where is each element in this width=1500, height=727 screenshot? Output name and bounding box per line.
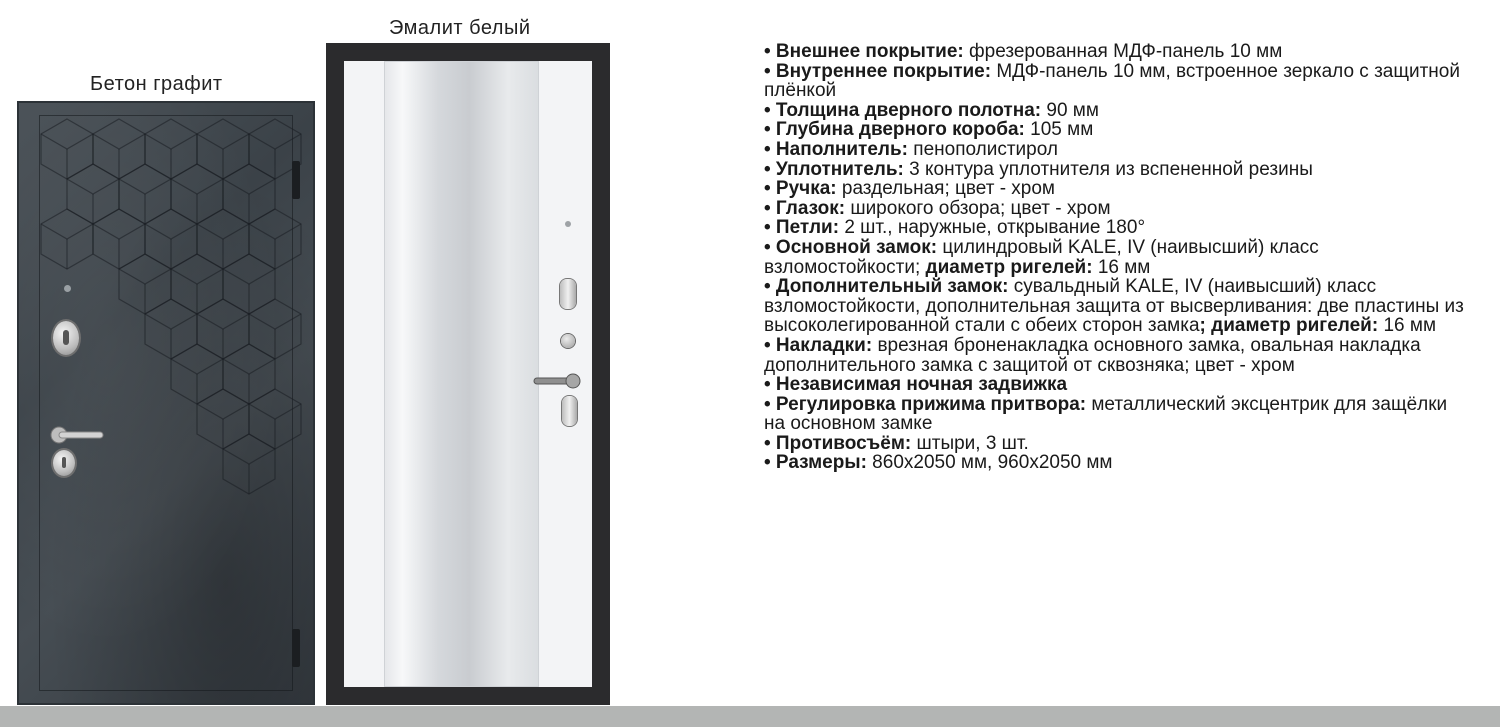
spec-item: [764, 238, 1464, 277]
main-lock-plate: [53, 321, 79, 355]
spec-text: 2 шт., наружные, открывание 180°: [839, 217, 1146, 239]
spec-label: • Основной замок:: [764, 236, 938, 258]
spec-text: 16 мм: [1378, 315, 1437, 337]
inner-peephole-icon: [565, 221, 571, 227]
specifications-list: [764, 42, 1464, 473]
spec-item: [764, 218, 1464, 238]
inner-door-panel: [344, 61, 592, 687]
spec-label: диаметр ригелей:: [920, 256, 1093, 278]
spec-item: [764, 336, 1464, 375]
inner-door-handle-icon[interactable]: [532, 371, 582, 391]
spec-item: [764, 140, 1464, 160]
spec-text: 90 мм: [1041, 99, 1099, 121]
cube-relief-pattern: [17, 101, 315, 705]
spec-label: • Внутреннее покрытие:: [764, 60, 992, 82]
spec-label: • Дополнительный замок:: [764, 276, 1009, 298]
spec-item: [764, 62, 1464, 101]
spec-text: 3 контура уплотнителя из вспененной резины: [903, 158, 1313, 180]
spec-label: • Регулировка прижима притвора:: [764, 393, 1087, 415]
spec-label: • Толщина дверного полотна:: [764, 99, 1042, 121]
spec-item: [764, 101, 1464, 121]
peephole-icon: [64, 285, 71, 292]
spec-item: [764, 453, 1464, 473]
spec-text: врезная броненакладка основного замка, овальная накладка дополнительного замка с защитой от сквозняка; цвет - хром: [764, 334, 1421, 376]
spec-text: сувальдный KALE, IV (наивысший) класс взломостойкости, дополнительная защита от высверливания: две пластины из высоколегированной стали с обеих сторон замка: [764, 276, 1464, 337]
spec-label: • Глазок:: [764, 197, 846, 219]
spec-label: • Накладки:: [764, 334, 873, 356]
spec-label: • Независимая ночная задвижка: [764, 374, 1068, 396]
bottom-bar: [0, 706, 1500, 727]
top-hinge: [292, 161, 300, 199]
night-latch-knob-icon[interactable]: [561, 334, 575, 348]
spec-label: • Петли:: [764, 217, 840, 239]
spec-label: • Ручка:: [764, 178, 837, 200]
spec-item: [764, 277, 1464, 336]
secondary-lock-plate: [53, 450, 75, 476]
spec-text: штыри, 3 шт.: [911, 432, 1029, 454]
spec-label: • Размеры:: [764, 452, 867, 474]
spec-item: [764, 42, 1464, 62]
spec-item: [764, 160, 1464, 180]
door-handle-icon[interactable]: [47, 423, 107, 447]
inner-door-caption: Эмалит белый: [389, 17, 531, 39]
spec-label: • Наполнитель:: [764, 138, 909, 160]
inner-door-image: [326, 43, 610, 705]
spec-label: • Внешнее покрытие:: [764, 41, 964, 62]
bottom-hinge: [292, 629, 300, 667]
spec-text: 16 мм: [1092, 256, 1151, 278]
spec-text: раздельная; цвет - хром: [836, 178, 1055, 200]
spec-text: цилиндровый KALE, IV (наивысший) класс взломостойкости;: [764, 236, 1319, 278]
spec-item: [764, 179, 1464, 199]
spec-text: широкого обзора; цвет - хром: [845, 197, 1111, 219]
spec-text: металлический эксцентрик для защёлки на основном замке: [764, 393, 1448, 435]
spec-item: [764, 375, 1464, 395]
spec-label: • Глубина дверного короба:: [764, 119, 1025, 141]
spec-text: пенополистирол: [908, 138, 1058, 160]
spec-label: • Уплотнитель:: [764, 158, 904, 180]
spec-item: [764, 199, 1464, 219]
door-mirror: [384, 61, 539, 687]
spec-item: [764, 395, 1464, 434]
spec-text: МДФ-панель 10 мм, встроенное зеркало с защитной плёнкой: [764, 60, 1460, 102]
inner-secondary-lock-plate: [562, 396, 577, 426]
spec-text: 105 мм: [1024, 119, 1094, 141]
spec-text: 860х2050 мм, 960х2050 мм: [866, 452, 1113, 474]
spec-item: [764, 120, 1464, 140]
spec-text: фрезерованная МДФ-панель 10 мм: [963, 41, 1283, 62]
outer-door-caption: Бетон графит: [90, 73, 223, 95]
spec-item: [764, 434, 1464, 454]
inner-main-lock-plate: [560, 279, 576, 309]
spec-label: ; диаметр ригелей:: [1199, 315, 1379, 337]
outer-door-image: [17, 101, 315, 705]
spec-label: • Противосъём:: [764, 432, 912, 454]
